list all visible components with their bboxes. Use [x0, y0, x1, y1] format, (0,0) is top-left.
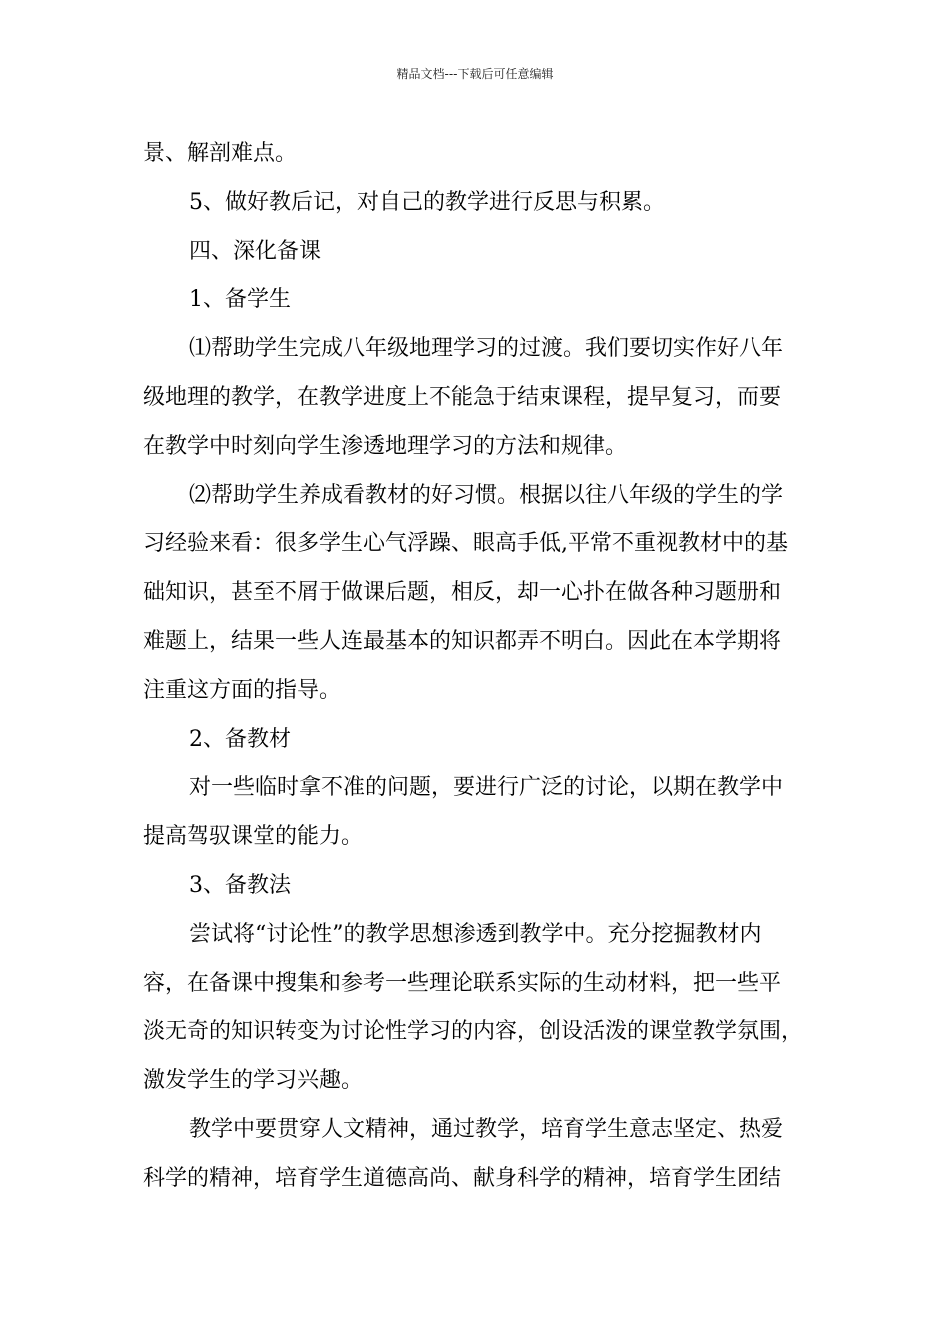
text-line: ⑴帮助学生完成八年级地理学习的过渡。我们要切实作好八年 — [189, 336, 784, 362]
text-line: 提高驾驭课堂的能力。 — [143, 824, 364, 850]
text-line: 景、解剖难点。 — [143, 141, 298, 166]
text-line: 对一些临时拿不准的问题，要进行广泛的讨论，以期在教学中 — [189, 775, 784, 801]
text-line: 难题上，结果一些人连最基本的知识都弄不明白。因此在本学期将 — [143, 628, 782, 654]
text-line: 级地理的教学，在教学进度上不能急于结束课程，提早复习，而要 — [143, 384, 782, 410]
text-line: 2、备教材 — [189, 726, 291, 752]
text-line: 科学的精神，培育学生道德高尚、献身科学的精神，培育学生团结 — [143, 1165, 782, 1191]
text-line: 5、做好教后记，对自己的教学进行反思与积累。 — [189, 189, 665, 215]
text-line: 激发学生的学习兴趣。 — [143, 1068, 364, 1094]
text-line: 1、备学生 — [189, 287, 291, 313]
text-line: 注重这方面的指导。 — [143, 677, 342, 703]
text-line: 3、备教法 — [189, 872, 291, 898]
page-header: 精品文档---下载后可任意编辑 — [396, 67, 554, 81]
text-line: 础知识，甚至不屑于做课后题，相反，却一心扑在做各种习题册和 — [143, 580, 782, 606]
text-line: 教学中要贯穿人文精神，通过教学，培育学生意志坚定、热爱 — [189, 1116, 784, 1142]
text-line: 容，在备课中搜集和参考一些理论联系实际的生动材料，把一些平 — [143, 970, 782, 996]
text-line: 淡无奇的知识转变为讨论性学习的内容，创设活泼的课堂教学氛围， — [143, 1019, 804, 1045]
text-line: 尝试将“讨论性”的教学思想渗透到教学中。充分挖掘教材内 — [189, 921, 762, 947]
document-body — [143, 130, 809, 1204]
text-line: 习经验来看：很多学生心气浮躁、眼高手低,平常不重视教材中的基 — [143, 531, 788, 557]
text-line: 在教学中时刻向学生渗透地理学习的方法和规律。 — [143, 433, 628, 459]
text-line: ⑵帮助学生养成看教材的好习惯。根据以往八年级的学生的学 — [189, 482, 784, 508]
text-line: 四、深化备课 — [189, 238, 322, 264]
